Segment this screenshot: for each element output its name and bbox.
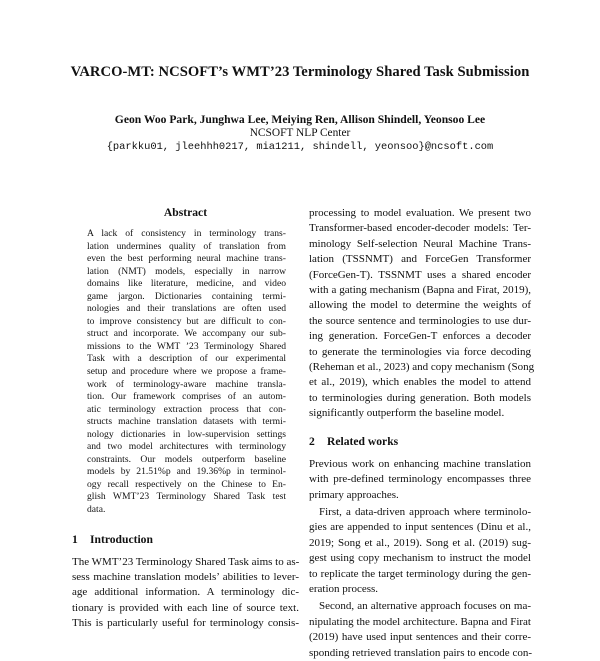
- text-line: lation undermines quality of translation from: [87, 240, 286, 252]
- text-line: even the best performing neural machine trans-: [87, 253, 286, 265]
- section-number: 2: [309, 434, 315, 448]
- text-line: data.: [87, 504, 106, 516]
- text-line: Transformer-based encoder-decoder models: Ter-: [309, 222, 531, 235]
- abstract-heading: Abstract: [163, 206, 208, 219]
- text-line: nipulating the model architecture. Bapna and Firat: [309, 615, 531, 628]
- text-line: lation (TSSNMT) and ForceGen Transformer: [309, 253, 531, 266]
- text-line: constraints. Our models outperform baseline: [87, 453, 286, 465]
- text-line: (Reheman et al., 2023) and copy mechanism (Song: [309, 361, 535, 374]
- text-line: eration process.: [309, 582, 379, 595]
- text-line: tion. Our framework comprises of an autom-: [87, 391, 286, 403]
- text-line: Second, an alternative approach focuses on ma-: [319, 600, 531, 613]
- text-line: to replicate the target terminology during the gen-: [309, 567, 531, 580]
- text-line: gies are appended to input sentences (Dinu et al.,: [309, 521, 531, 534]
- text-line: tionary is provided with each line of source text.: [72, 601, 299, 614]
- text-line: structs machine translation datasets with termi-: [87, 416, 286, 428]
- text-line: (2019) have used input sentences and their corre-: [309, 631, 531, 644]
- abstract-body: [72, 228, 299, 517]
- text-line: missions to the WMT ’23 Terminology Shared: [87, 340, 286, 352]
- text-line: domains like literature, medicine, and video: [87, 278, 286, 290]
- text-line: lation (NMT) models, especially in narrow: [87, 265, 286, 277]
- text-line: A lack of consistency in terminology trans-: [87, 228, 286, 239]
- text-line: sess machine translation models’ abilities to lever-: [72, 570, 299, 583]
- text-line: significantly outperform the baseline model.: [309, 407, 505, 420]
- text-line: game jargon. Dictionaries containing termi-: [87, 290, 286, 302]
- text-line: with a gating mechanism (Bapna and Firat, 2019),: [309, 284, 531, 297]
- text-line: to improve consistency but are difficult to con-: [87, 315, 286, 327]
- text-line: minology Self-selection Neural Machine Trans-: [309, 237, 531, 250]
- text-line: et al., 2019), which enables the model to attend: [309, 376, 531, 389]
- text-line: to generate the terminologies via force decoding: [309, 345, 531, 358]
- text-line: sponding retrieved translation pairs to encode con-: [309, 646, 532, 659]
- text-line: Task with a description of our experimental: [87, 353, 286, 365]
- text-line: allowing the model to determine the weights of: [309, 299, 531, 312]
- related-works-paragraph-1: [309, 457, 531, 503]
- text-line: The WMT’23 Terminology Shared Task aims to as-: [72, 555, 300, 568]
- affiliation: NCSOFT NLP Center: [249, 127, 351, 139]
- section-number: 1: [72, 532, 78, 546]
- text-line: with pre-defined terminology encompasses three: [309, 473, 531, 486]
- author-emails: {parkku01, jleehhh0217, mia1211, shindell, yeonsoo}@ncsoft.com: [106, 141, 494, 153]
- section-title: Introduction: [90, 532, 153, 546]
- text-line: ing generation. ForceGen-T enforces a decoder: [309, 330, 531, 343]
- text-line: age additional information. A terminology dic-: [72, 586, 299, 599]
- text-line: ogy recall respectively on the Chinese to En-: [87, 478, 286, 490]
- text-line: setup and procedure where we propose a frame-: [87, 366, 286, 378]
- text-line: and two model architectures with terminology: [87, 441, 286, 453]
- left-column: [72, 206, 299, 632]
- text-line: Previous work on enhancing machine translation: [309, 457, 531, 470]
- text-line: gest using copy mechanism to instruct the model: [309, 552, 531, 565]
- section-title: Related works: [327, 434, 399, 448]
- text-line: atic terminology extraction process that con-: [87, 403, 286, 415]
- paper-title: VARCO-MT: NCSOFT’s WMT’23 Terminology Shared Task Submission: [70, 64, 530, 80]
- text-line: This is particularly useful for terminology consis-: [72, 617, 299, 630]
- related-works-heading: [309, 435, 531, 448]
- text-line: the source sentence and terminologies to use dur-: [309, 314, 531, 327]
- text-line: nology dictionaries in low-supervision settings: [87, 428, 286, 440]
- text-line: work of terminology-aware machine transla-: [87, 378, 286, 390]
- related-works-paragraph-3: [309, 599, 531, 661]
- introduction-heading: [72, 533, 299, 546]
- text-line: to terminologies during generation. Both models: [309, 391, 531, 404]
- text-line: primary approaches.: [309, 488, 399, 501]
- text-line: (ForceGen-T). TSSNMT uses a shared encoder: [309, 268, 531, 281]
- text-line: First, a data-driven approach where terminolo-: [319, 505, 531, 518]
- text-line: models by 21.51%p and 19.36%p in terminol-: [87, 466, 286, 478]
- author-list: Geon Woo Park, Junghwa Lee, Meiying Ren, Allison Shindell, Yeonsoo Lee: [114, 113, 486, 126]
- right-column: [309, 206, 535, 661]
- text-line: struct and incorporate. We accompany our sub-: [87, 328, 286, 340]
- text-line: glish WMT’23 Terminology Shared Task test: [87, 491, 286, 503]
- related-works-paragraph-2: [309, 505, 531, 597]
- intro-continued-paragraph: [309, 206, 535, 422]
- text-line: 2019; Song et al., 2019). Song et al. (2019) sug-: [309, 536, 531, 549]
- introduction-body: [72, 555, 299, 632]
- text-line: nologies and their translations are often used: [87, 303, 286, 315]
- text-line: processing to model evaluation. We present two: [309, 207, 531, 219]
